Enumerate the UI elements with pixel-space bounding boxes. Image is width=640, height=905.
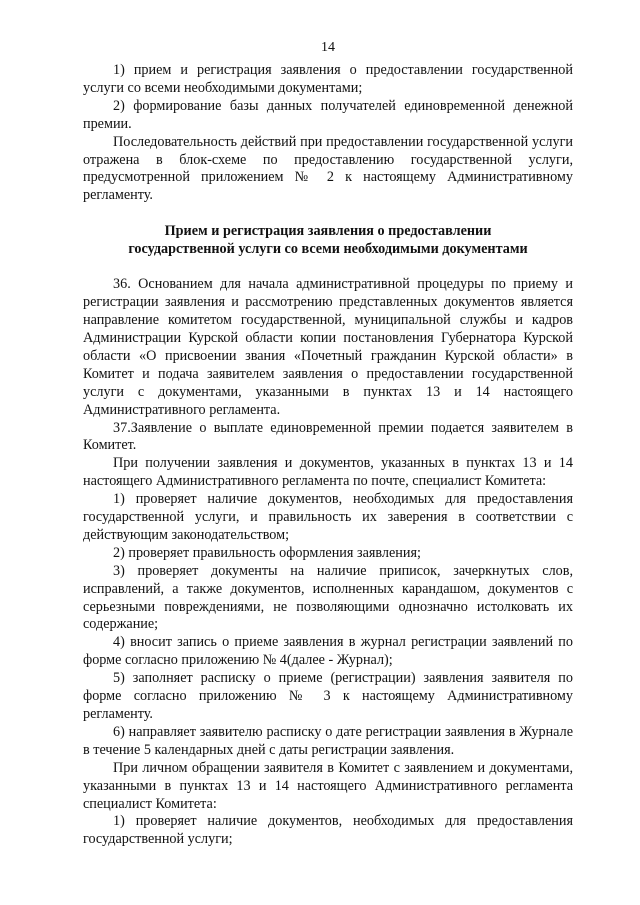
paragraph-37: 37.Заявление о выплате единовременной премии подается заявителем в Комитет. — [83, 419, 573, 454]
paragraph-36: 36. Основанием для начала административной процедуры по приему и регистрации заявления и рассмотрению представленных документов является направление комитетом государственной, муниципальной службы и кадров Администрации Курской области копии постановления Губернатора Курской области «О присвоении звания «Почетный гражданин Курской области» в Комитет и подача заявителем заявления о предоставлении государственной услуги с документами, указанными в пунктах 13 и 14 настоящего Административного регламента. — [83, 276, 573, 418]
list-item: 2) проверяет правильность оформления заявления; — [113, 544, 421, 561]
document-body — [83, 62, 573, 849]
intro-item-1: 1) прием и регистрация заявления о предоставлении государственной услуги со всеми необходимыми документами; — [83, 62, 573, 96]
section-heading-line-1: Прием и регистрация заявления о предоставлении — [164, 223, 492, 240]
list-item: 1) проверяет наличие документов, необходимых для предоставления государственной услуги, и правильность их заверения в соответствии с действующим законодательством; — [83, 491, 573, 543]
mail-receipt-paragraph: При получении заявления и документов, указанных в пунктах 13 и 14 настоящего Административного регламента по почте, специалист Комитета: — [83, 455, 573, 490]
personal-visit-paragraph: При личном обращении заявителя в Комитет с заявлением и документами, указанными в пунктах 13 и 14 настоящего Административного регламента специалист Комитета: — [83, 759, 573, 812]
section-heading — [83, 222, 573, 258]
section-heading-line-2: государственной услуги со всеми необходимыми документами — [128, 241, 528, 258]
list-item: 5) заполняет расписку о приеме (регистрации) заявления заявителя по форме согласно приложению № 3 к настоящему Административному регламенту. — [83, 670, 573, 722]
page-number: 14 — [321, 40, 335, 55]
intro-sequence-paragraph: Последовательность действий при предоставлении государственной услуги отражена в блок-схеме по предоставлению государственной услуги, предусмотренной приложением № 2 к настоящему Административному регламенту. — [83, 133, 573, 204]
intro-item-2: 2) формирование базы данных получателей единовременной денежной премии. — [83, 97, 573, 132]
list-item: 1) проверяет наличие документов, необходимых для предоставления государственной услуги; — [83, 813, 573, 848]
list-item: 6) направляет заявителю расписку о дате регистрации заявления в Журнале в течение 5 календарных дней с даты регистрации заявления. — [83, 723, 573, 758]
list-item: 4) вносит запись о приеме заявления в журнал регистрации заявлений по форме согласно приложению № 4(далее - Журнал); — [83, 634, 573, 669]
list-item: 3) проверяет документы на наличие приписок, зачеркнутых слов, исправлений, а также документов, исполненных карандашом, документов с серьезными повреждениями, не позволяющими однозначно истолковать их содержание; — [83, 562, 573, 633]
